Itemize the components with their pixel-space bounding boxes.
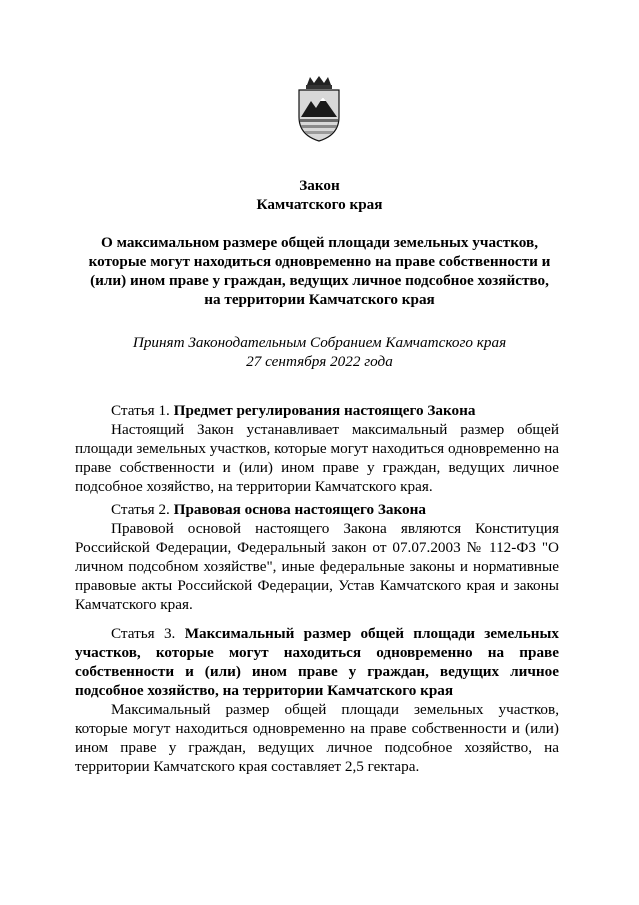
article-1-text: Настоящий Закон устанавливает максимальный размер общей площади земельных участков, которые могут находиться одновременно на праве собственности и (или) ином праве у граждан, ведущих личное подсобное хозяйство, на территории Камчатского края. xyxy=(75,421,559,495)
adoption-body: Принят Законодательным Собранием Камчатского края xyxy=(132,334,507,351)
law-title-line1: Закон xyxy=(299,177,340,194)
adoption-note xyxy=(60,333,579,371)
article-3-prefix: Статья 3. xyxy=(111,625,185,642)
article-3 xyxy=(75,624,559,776)
article-1-prefix: Статья 1. xyxy=(111,402,174,419)
law-subject-line: которые могут находиться одновременно на праве собственности и xyxy=(88,253,551,270)
adoption-date: 27 сентября 2022 года xyxy=(246,353,393,370)
article-2-title: Правовая основа настоящего Закона xyxy=(173,501,426,518)
article-3-text: Максимальный размер общей площади земельных участков, которые могут находиться одновременно на праве собственности и (или) ином праве у граждан, ведущих личное подсобное хозяйство, на территории Камчатского края составляет 2,5 гектара. xyxy=(75,701,559,775)
article-2-prefix: Статья 2. xyxy=(111,501,174,518)
law-subject-line: (или) ином праве у граждан, ведущих личное подсобное хозяйство, xyxy=(90,272,549,289)
law-title-line2: Камчатского края xyxy=(256,196,383,213)
law-subject-line: на территории Камчатского края xyxy=(204,291,435,308)
article-3-title: Максимальный размер общей площади земельных участков, которые могут находиться одновременно на праве собственности и (или) ином праве у граждан, ведущих личное подсобное хозяйство, на территории Камчатского края xyxy=(75,625,559,699)
article-2-text: Правовой основой настоящего Закона являются Конституция Российской Федерации, Федеральный закон от 07.07.2003 № 112-ФЗ "О личном подсобном хозяйстве", иные федеральные законы и нормативные правовые акты Российской Федерации, Устав Камчатского края и законы Камчатского края. xyxy=(75,520,559,613)
article-1-title: Предмет регулирования настоящего Закона xyxy=(173,402,476,419)
article-2 xyxy=(75,500,559,614)
article-3-heading xyxy=(75,624,559,700)
article-1 xyxy=(75,401,559,496)
law-subject xyxy=(60,233,579,309)
article-1-heading xyxy=(75,401,559,420)
law-subject-line: О максимальном размере общей площади земельных участков, xyxy=(100,234,539,251)
article-2-heading xyxy=(75,500,559,519)
law-title xyxy=(60,176,579,214)
kamchatka-coat-of-arms-icon xyxy=(289,75,349,143)
